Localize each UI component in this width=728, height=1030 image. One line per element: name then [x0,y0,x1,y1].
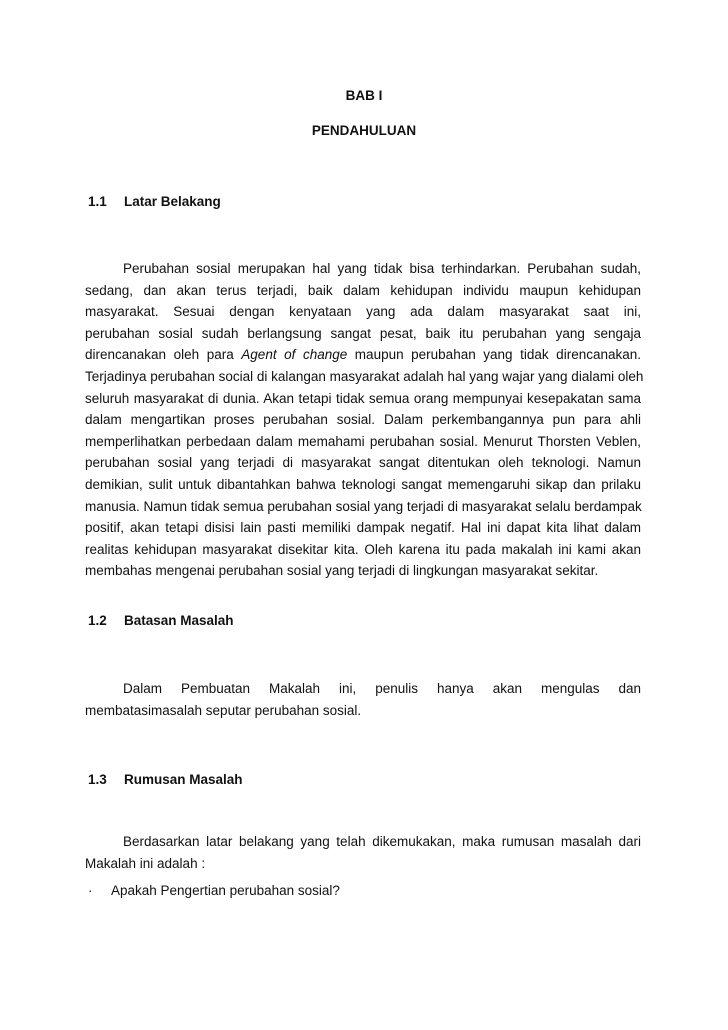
section-heading-rumusan-masalah [88,772,243,787]
paragraph-batasan-masalah [85,678,641,721]
chapter-title [0,123,728,138]
chapter-title-text: PENDAHULUAN [311,123,417,138]
paragraph-line: demikian, sulit untuk dibantahkan bahwa teknologi sangat memengaruhi sikap dan prilaku [85,476,641,492]
paragraph-line: dalam mengartikan proses perubahan sosial. Dalam perkembangannya pun para ahli [85,412,641,428]
paragraph-line: Makalah ini adalah : [85,855,206,871]
list-item [88,883,340,898]
section-title: Batasan Masalah [124,613,234,628]
paragraph-rumusan-masalah [85,831,641,874]
chapter-label-text: BAB I [345,88,383,103]
paragraph-line: memperlihatkan perbedaan dalam memahami perubahan sosial. Menurut Thorsten Veblen, [85,433,641,449]
section-number: 1.1 [88,194,107,209]
section-heading-batasan-masalah [88,613,234,628]
paragraph-line: masyarakat. Sesuai dengan kenyataan yang ada dalam masyarakat saat ini, [85,304,641,320]
paragraph-line: seluruh masyarakat di dunia. Akan tetapi tidak semua orang mempunyai kesepakatan sama [85,390,641,406]
paragraph-line: manusia. Namun tidak semua perubahan sosial yang terjadi di masyarakat selalu berdampak [85,498,642,514]
paragraph-line: positif, akan tetapi disisi lain pasti memiliki dampak negatif. Hal ini dapat kita lihat dalam [85,520,641,536]
paragraph-line: Dalam Pembuatan Makalah ini, penulis hanya akan mengulas dan [123,681,641,696]
section-heading-latar-belakang [88,194,221,209]
section-title: Latar Belakang [124,194,221,209]
paragraph-line: Berdasarkan latar belakang yang telah dikemukakan, maka rumusan masalah dari [123,834,641,849]
paragraph-line: sedang, dan akan terus terjadi, baik dalam kehidupan individu maupun kehidupan [85,282,641,298]
paragraph-line-italic: direncanakan oleh para Agent of change maupun perubahan yang tidak direncanakan. [85,347,641,363]
paragraph-line: Perubahan sosial merupakan hal yang tidak bisa terhindarkan. Perubahan sudah, [123,261,641,276]
paragraph-latar-belakang [85,258,644,582]
paragraph-line: perubahan sosial sudah berlangsung sangat pesat, baik itu perubahan yang sengaja [85,325,641,341]
paragraph-line: perubahan sosial yang terjadi di masyarakat sangat ditentukan oleh teknologi. Namun [85,455,641,471]
paragraph-line: membahas mengenai perubahan sosial yang terjadi di lingkungan masyarakat sekitar. [85,563,599,579]
paragraph-line: Terjadinya perubahan social di kalangan masyarakat adalah hal yang wajar yang dialami oleh [85,368,644,384]
italic-phrase: Agent of change [241,347,348,363]
paragraph-line: realitas kehidupan masyarakat disekitar kita. Oleh karena itu pada makalah ini kami akan [85,541,641,557]
bullet-marker: · [88,883,93,898]
list-item-text: Apakah Pengertian perubahan sosial? [111,883,340,898]
chapter-label [0,88,728,103]
section-number: 1.3 [88,772,107,787]
paragraph-line: membatasimasalah seputar perubahan sosial. [85,702,362,718]
section-title: Rumusan Masalah [124,772,243,787]
section-number: 1.2 [88,613,107,628]
